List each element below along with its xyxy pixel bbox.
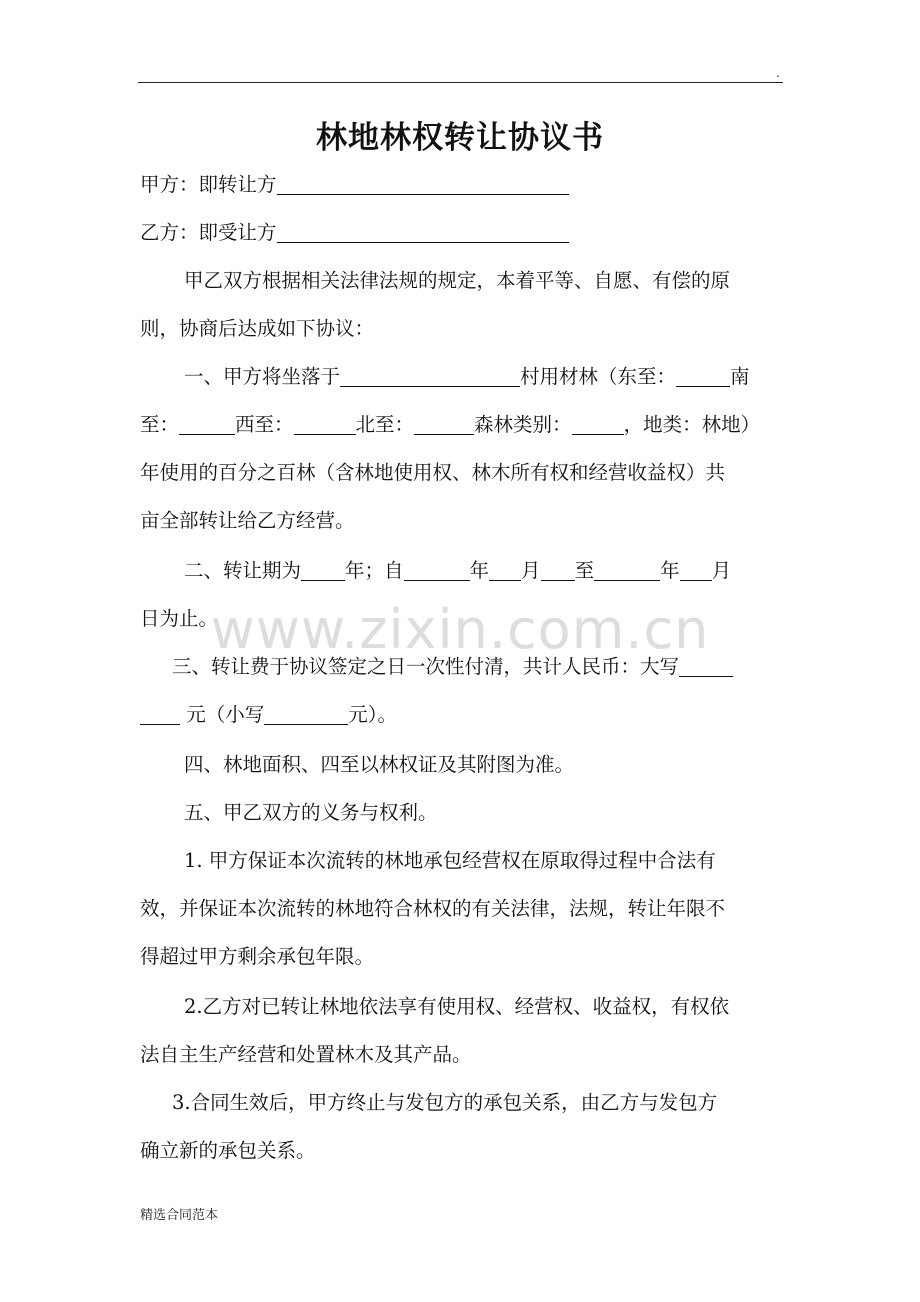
clause1-text-f: 北至： [355, 413, 415, 436]
clause2-text-b: 年；自 [345, 559, 404, 582]
east-blank [676, 364, 730, 387]
header-dot: . [776, 66, 780, 80]
forest-type-blank [572, 412, 624, 435]
clause4: 四、林地面积、四至以林权证及其附图为准。 [184, 753, 575, 776]
clause5: 五、甲乙双方的义务与权利。 [184, 801, 438, 824]
clause2-line-1 [184, 556, 731, 586]
start-month-blank [489, 558, 521, 581]
item3-line-2: 确立新的承包关系。 [140, 1139, 316, 1162]
footer-label: 精选合同范本 [140, 1208, 219, 1223]
party-b-blank [277, 220, 569, 243]
item1-line-3: 得超过甲方剩余承包年限。 [140, 945, 375, 968]
party-a-blank [277, 172, 569, 195]
clause2-line-2: 日为止。 [140, 607, 219, 630]
item1-line-1: 1. 甲方保证本次流转的林地承包经营权在原取得过程中合法有 [184, 849, 716, 872]
south-blank [179, 412, 235, 435]
start-year-blank [404, 558, 470, 581]
clause2-text-g: 月 [711, 559, 732, 582]
clause2-text-c: 年 [469, 559, 490, 582]
clause3-text-a: 三、转让费于协议签定之日一次性付清，共计人民币：大写 [172, 655, 680, 678]
clause1-line-3: 年使用的百分之百林（含林地使用权、林木所有权和经营收益权）共 [140, 461, 726, 484]
clause3-line-2 [140, 700, 397, 730]
clause2-text-f: 年 [660, 559, 680, 582]
north-blank [414, 412, 474, 435]
clause1-text-c: 南 [730, 365, 750, 388]
clause1-text-g: 森林类别： [474, 413, 572, 436]
intro-line-1: 甲乙双方根据相关法律法规的规定，本着平等、自愿、有偿的原 [184, 269, 731, 292]
clause1-line-1 [184, 362, 750, 392]
clause1-text-b: 村用材林（东至： [520, 365, 677, 388]
clause3-line-1 [172, 652, 733, 682]
clause2-text-a: 二、转让期为 [184, 559, 302, 582]
clause1-text-a: 一、甲方将坐落于 [184, 365, 341, 388]
party-a-line [140, 170, 569, 200]
watermark: www.zixin.com.cn [210, 598, 710, 661]
item1-line-2: 效，并保证本次流转的林地符合林权的有关法律，法规，转让年限不 [140, 897, 726, 920]
amount-words-blank-1 [679, 654, 733, 677]
amount-figures-blank [264, 702, 348, 725]
location-blank [340, 364, 520, 387]
document-title: 林地林权转让协议书 [316, 120, 604, 156]
item3-line-1: 3.合同生效后，甲方终止与发包方的承包关系，由乙方与发包方 [172, 1091, 718, 1114]
clause3-text-c: 元）。 [348, 703, 397, 726]
item2-line-2: 法自主生产经营和处置林木及其产品。 [140, 1043, 472, 1066]
clause1-text-d: 至： [140, 413, 180, 436]
clause1-line-2 [140, 410, 760, 440]
start-day-blank [541, 558, 575, 581]
header-rule [138, 82, 783, 83]
end-month-blank [680, 558, 712, 581]
clause1-line-4: 亩全部转让给乙方经营。 [140, 509, 355, 532]
party-a-label: 甲方：即转让方 [140, 173, 277, 196]
clause2-text-d: 月 [521, 559, 541, 582]
clause2-text-e: 至 [574, 559, 595, 582]
clause1-text-h: ，地类：林地） [623, 413, 761, 436]
clause1-text-e: 西至： [235, 413, 294, 436]
west-blank [294, 412, 356, 435]
intro-line-2: 则，协商后达成如下协议： [140, 317, 375, 340]
party-b-label: 乙方：即受让方 [140, 221, 277, 244]
term-years-blank [301, 558, 345, 581]
amount-words-blank-2 [140, 702, 180, 725]
end-year-blank [594, 558, 660, 581]
item2-line-1: 2.乙方对已转让林地依法享有使用权、经营权、收益权，有权依 [184, 995, 730, 1018]
clause3-text-b: 元（小写 [180, 703, 265, 726]
party-b-line [140, 218, 569, 248]
